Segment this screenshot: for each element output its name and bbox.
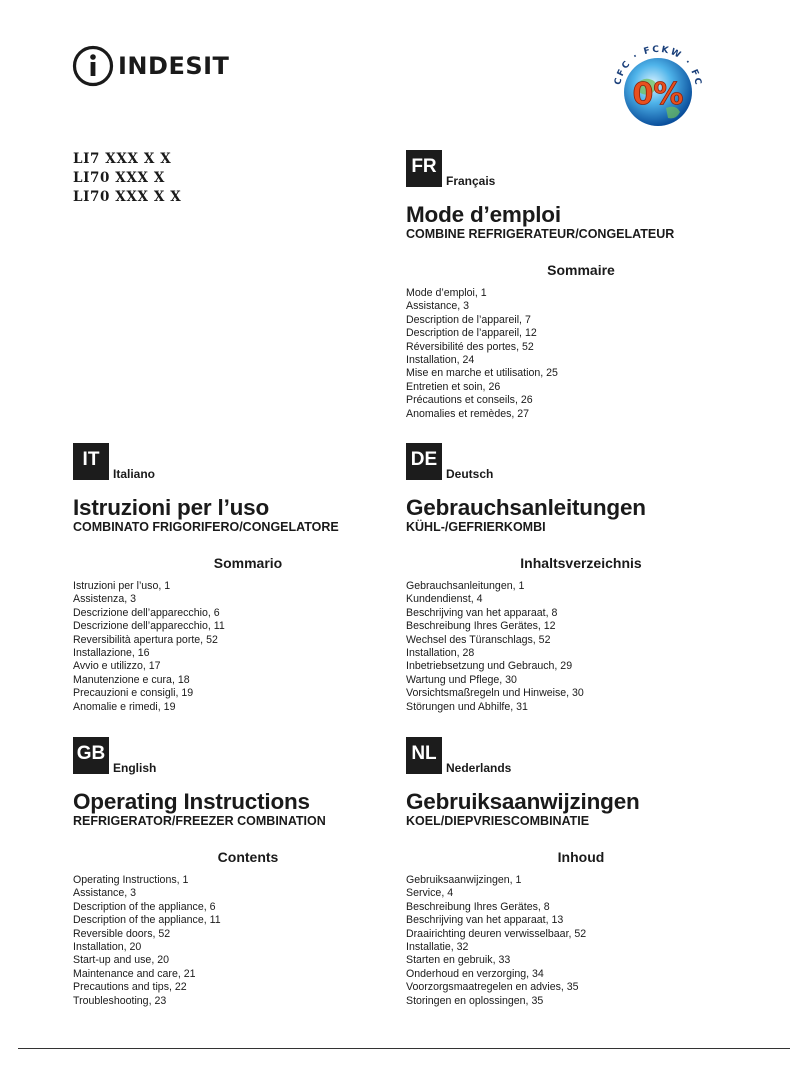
toc-item[interactable]: Installation, 20 [73,941,142,954]
toc-item[interactable]: Inbetriebsetzung und Gebrauch, 29 [406,660,573,673]
toc-item[interactable]: Wartung und Pflege, 30 [406,673,517,686]
toc-item[interactable]: Precautions and tips, 22 [73,981,187,994]
toc-heading: Inhaltsverzeichnis [520,555,642,571]
section-title: Gebruiksaanwijzingen [406,789,640,814]
toc-item[interactable]: Réversibilité des portes, 52 [406,340,534,353]
toc-item[interactable]: Wechsel des Türanschlags, 52 [406,633,551,646]
toc-item[interactable]: Vorsichtsmaßregeln und Hinweise, 30 [406,687,584,700]
toc-item[interactable]: Assistenza, 3 [73,593,137,606]
toc-item[interactable]: Beschrijving van het apparaat, 8 [406,606,558,619]
toc-item[interactable]: Storingen en oplossingen, 35 [406,994,544,1007]
toc-item[interactable]: Istruzioni per l’uso, 1 [73,580,171,592]
section-gb [73,737,403,1008]
toc-list [406,874,736,1008]
brand-logo-icon [72,45,114,87]
toc-item[interactable]: Manutenzione e cura, 18 [73,673,190,686]
toc-item[interactable]: Descrizione dell’apparecchio, 11 [73,620,225,633]
toc-item[interactable]: Description of the appliance, 11 [73,914,221,927]
toc-item[interactable]: Avvio e utilizzo, 17 [73,660,161,673]
toc-item[interactable]: Troubleshooting, 23 [73,994,167,1007]
toc-item[interactable]: Onderhoud en verzorging, 34 [406,967,544,980]
language-code-box: NL [406,737,442,774]
toc-item[interactable]: Descrizione dell’apparecchio, 6 [73,606,220,619]
toc-item[interactable]: Störungen und Abhilfe, 31 [406,700,528,713]
section-title: Operating Instructions [73,789,310,814]
toc-item[interactable]: Draairichting deuren verwisselbaar, 52 [406,927,587,940]
language-name: Deutsch [446,467,494,481]
toc-item[interactable]: Maintenance and care, 21 [73,967,196,980]
language-name: Nederlands [446,761,512,775]
toc-item[interactable]: Operating Instructions, 1 [73,874,189,886]
language-name: Français [446,174,496,188]
toc-item[interactable]: Description de l’appareil, 7 [406,313,531,326]
section-subtitle: COMBINE REFRIGERATEUR/CONGELATEUR [406,227,675,241]
badge-ring-text: CFC · FCKW · FC [613,44,703,88]
toc-item[interactable]: Reversible doors, 52 [73,927,171,940]
section-subtitle: KOEL/DIEPVRIESCOMBINATIE [406,814,590,828]
toc-item[interactable]: Voorzorgsmaatregelen en advies, 35 [406,981,579,994]
section-title: Istruzioni per l’uso [73,495,270,520]
toc-item[interactable]: Installazione, 16 [73,647,150,660]
toc-item[interactable]: Gebrauchsanleitungen, 1 [406,580,525,592]
section-subtitle: REFRIGERATOR/FREEZER COMBINATION [73,814,326,828]
toc-item[interactable]: Description de l’appareil, 12 [406,327,537,340]
toc-item[interactable]: Précautions et conseils, 26 [406,394,533,407]
toc-item[interactable]: Assistance, 3 [406,300,470,313]
cfc-free-badge [608,30,708,140]
toc-item[interactable]: Reversibilità apertura porte, 52 [73,633,218,646]
toc-item[interactable]: Beschreibung Ihres Gerätes, 12 [406,620,556,633]
toc-heading: Inhoud [557,849,605,865]
toc-item[interactable]: Anomalie e rimedi, 19 [73,700,176,713]
section-title: Mode d’emploi [406,202,561,227]
model-list [73,150,181,207]
language-header [73,443,403,480]
toc-heading: Contents [217,849,279,865]
model-code: LI70 XXX X X [73,189,182,205]
toc-item[interactable]: Kundendienst, 4 [406,593,483,606]
language-code-box: FR [406,150,442,187]
toc-item[interactable]: Start-up and use, 20 [73,954,169,967]
model-code: LI70 XXX X [73,170,165,186]
brand-name: INDESIT [118,52,230,80]
language-header [406,443,736,480]
toc-item[interactable]: Precauzioni e consigli, 19 [73,687,194,700]
toc-item[interactable]: Installation, 28 [406,647,475,660]
toc-heading: Sommario [213,555,283,571]
badge-center-text: 0% [632,77,684,112]
language-code-box: GB [73,737,109,774]
toc-list [73,580,403,714]
toc-item[interactable]: Anomalies et remèdes, 27 [406,407,530,420]
toc-item[interactable]: Starten en gebruik, 33 [406,954,511,967]
brand-logo [72,44,229,88]
toc-item[interactable]: Mise en marche et utilisation, 25 [406,367,558,380]
section-subtitle: COMBINATO FRIGORIFERO/CONGELATORE [73,520,339,534]
section-fr [406,150,736,421]
toc-item[interactable]: Beschrijving van het apparaat, 13 [406,914,564,927]
section-title: Gebrauchsanleitungen [406,495,646,520]
toc-item[interactable]: Description of the appliance, 6 [73,900,216,913]
toc-item[interactable]: Gebruiksaanwijzingen, 1 [406,874,522,886]
toc-heading: Sommaire [547,262,615,278]
toc-item[interactable]: Service, 4 [406,887,454,900]
model-code: LI7 XXX X X [73,151,172,167]
section-it [73,443,403,714]
toc-list [406,580,736,714]
language-name: Italiano [113,467,156,481]
language-header [73,737,403,774]
toc-item[interactable]: Entretien et soin, 26 [406,380,501,393]
section-nl [406,737,736,1008]
toc-item[interactable]: Assistance, 3 [73,887,137,900]
footer-divider [18,1048,790,1049]
section-subtitle: KÜHL-/GEFRIERKOMBI [406,520,546,534]
language-header [406,150,736,187]
toc-item[interactable]: Installatie, 32 [406,941,469,954]
toc-item[interactable]: Installation, 24 [406,354,475,367]
language-header [406,737,736,774]
language-code-box: DE [406,443,442,480]
language-code-box: IT [73,443,109,480]
section-de [406,443,736,714]
globe-icon [608,30,708,140]
toc-item[interactable]: Mode d’emploi, 1 [406,287,487,299]
language-name: English [113,761,157,775]
toc-list [406,287,736,421]
toc-list [73,874,403,1008]
toc-item[interactable]: Beschreibung Ihres Gerätes, 8 [406,900,550,913]
